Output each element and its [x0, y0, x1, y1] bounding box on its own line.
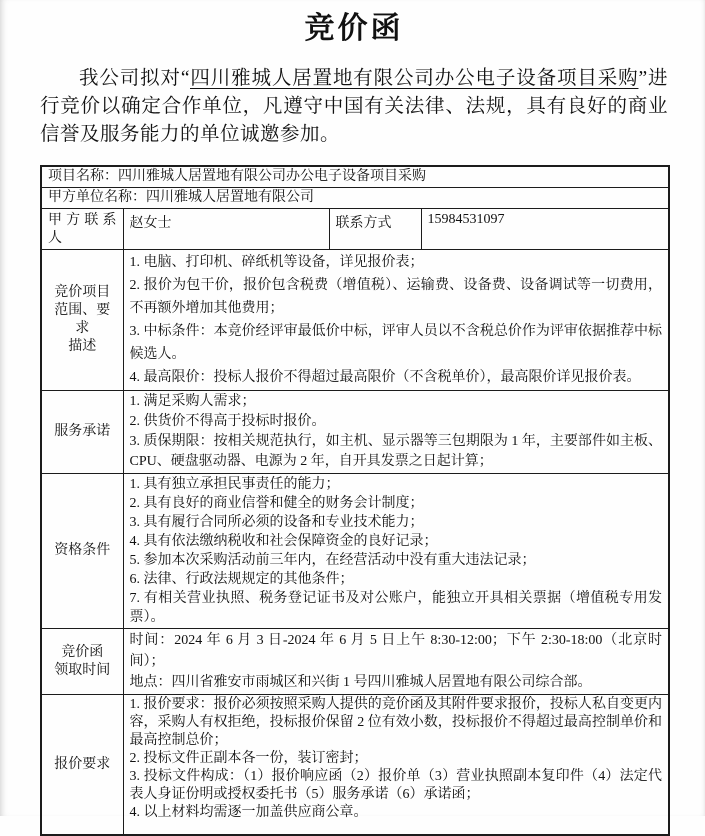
quotation-row-content [123, 695, 669, 836]
quotation-requirements-row [41, 695, 669, 836]
cell-line: 1. 具有独立承担民事责任的能力； [129, 477, 340, 492]
collection-row-content [123, 629, 669, 695]
cell-line: 1. 电脑、打印机、碎纸机等设备，详见报价表； [129, 255, 424, 270]
collection-time-row [41, 629, 669, 695]
cell-line: 甲方联系 [48, 213, 117, 228]
quotation-row-label [41, 695, 123, 836]
cell-line: 时间：2024 年 6 月 3 日-2024 年 6 月 5 日上午 8:30-12:00；下午 2:30-18:00（北京时间）； [129, 633, 662, 669]
contact-row-label [41, 209, 123, 250]
party-a-name-row [41, 188, 669, 209]
scope-row-content [123, 250, 669, 391]
cell-line: 5. 参加本次采购活动前三年内，在经营活动中没有重大违法记录； [129, 553, 536, 568]
cell-line: 描述 [68, 339, 97, 354]
project-name-cell: 项目名称：四川雅城人居置地有限公司办公电子设备项目采购 [41, 166, 669, 188]
collection-row-label [41, 629, 123, 695]
cell-line: 范围、要求 [54, 303, 111, 336]
service-commitment-row [41, 391, 669, 474]
contact-phone-cell: 15984531097 [421, 209, 669, 250]
qualification-row-label [41, 474, 123, 629]
cell-line: 1. 满足采购人需求； [129, 394, 256, 409]
cell-line: 6. 法律、行政法规规定的其他条件； [129, 572, 354, 587]
cell-line: 4. 最高限价：投标人报价不得超过最高限价（不含税单价），最高限价详见报价表。 [129, 370, 641, 385]
cell-line: 3. 质保期限：按相关规范执行，如主机、显示器等三包期限为 1 年，主要部件如主板、CPU、硬盘驱动器、电源为 2 年，自开具发票之日起计算； [129, 434, 662, 469]
cell-line: 2. 供货价不得高于投标时报价。 [129, 414, 326, 429]
cell-line: 3. 投标文件构成：（1）报价响应函（2）报价单（3）营业执照副本复印件（4）法定代表人身证份明或授权委托书（5）服务承诺（6）承诺函； [129, 769, 662, 802]
qualification-row [41, 474, 669, 629]
cell-line: 地点：四川省雅安市雨城区和兴街 1 号四川雅城人居置地有限公司综合部。 [129, 675, 592, 690]
scope-row-label [41, 250, 123, 391]
cell-line: 服务承诺 [54, 424, 111, 439]
bid-info-table [40, 165, 670, 836]
party-a-name-cell: 甲方单位名称：四川雅城人居置地有限公司 [41, 188, 669, 209]
cell-line: 4. 具有依法缴纳税收和社会保障资金的良好记录； [129, 534, 438, 549]
page-title: 竞价函 [304, 12, 404, 45]
cell-line: 2. 报价为包干价，报价包含税费（增值税）、运输费、设备费、设备调试等一切费用，不再额外增加其他费用； [129, 278, 662, 316]
intro-text-pre: 我公司拟对“ [79, 68, 190, 89]
cell-line: 2. 具有良好的商业信誉和健全的财务会计制度； [129, 496, 424, 511]
cell-line: 竞价项目 [54, 285, 111, 300]
cell-line: 3. 中标条件：本竞价经评审最低价中标，评审人员以不含税总价作为评审依据推荐中标候选人。 [129, 324, 662, 362]
project-name-underlined: 四川雅城人居置地有限公司办公电子设备项目采购 [190, 68, 639, 89]
cell-line: 竞价函 [61, 644, 104, 660]
project-name-row [41, 166, 669, 188]
qualification-row-content [123, 474, 669, 629]
intro-paragraph [40, 65, 668, 149]
cell-line: 资格条件 [54, 543, 111, 558]
cell-line: 7. 有相关营业执照、税务登记证书及对公账户，能独立开具相关票据（增值税专用发票）。 [129, 591, 662, 625]
intro-text-post: ”进行竞价以确定合作单位，凡遵守中国有关法律、法规，具有良好的商业信誉及服务能力的单位诚邀参加。 [40, 68, 668, 145]
cell-line: 4. 以上材料均需逐一加盖供应商公章。 [129, 805, 368, 820]
cell-line: 3. 具有履行合同所必须的设备和专业技术能力； [129, 515, 424, 530]
cell-line: 领取时间 [54, 662, 111, 678]
cell-line: 1. 报价要求：报价必须按照采购人提供的竞价函及其附件要求报价，投标人私自变更内容，采购人有权拒绝，投标报价保留 2 位有效小数，投标报价不得超过最高控制单价和最高控制总价； [129, 697, 662, 748]
cell-line: 报价要求 [54, 756, 111, 772]
scope-row [41, 250, 669, 391]
service-row-content [123, 391, 669, 474]
contact-row [41, 209, 669, 250]
cell-line: 2. 投标文件正副本各一份，装订密封； [129, 751, 368, 766]
contact-phone-label-cell: 联系方式 [329, 209, 421, 250]
service-row-label [41, 391, 123, 474]
contact-name-cell: 赵女士 [123, 209, 329, 250]
cell-line: 人 [48, 231, 62, 246]
